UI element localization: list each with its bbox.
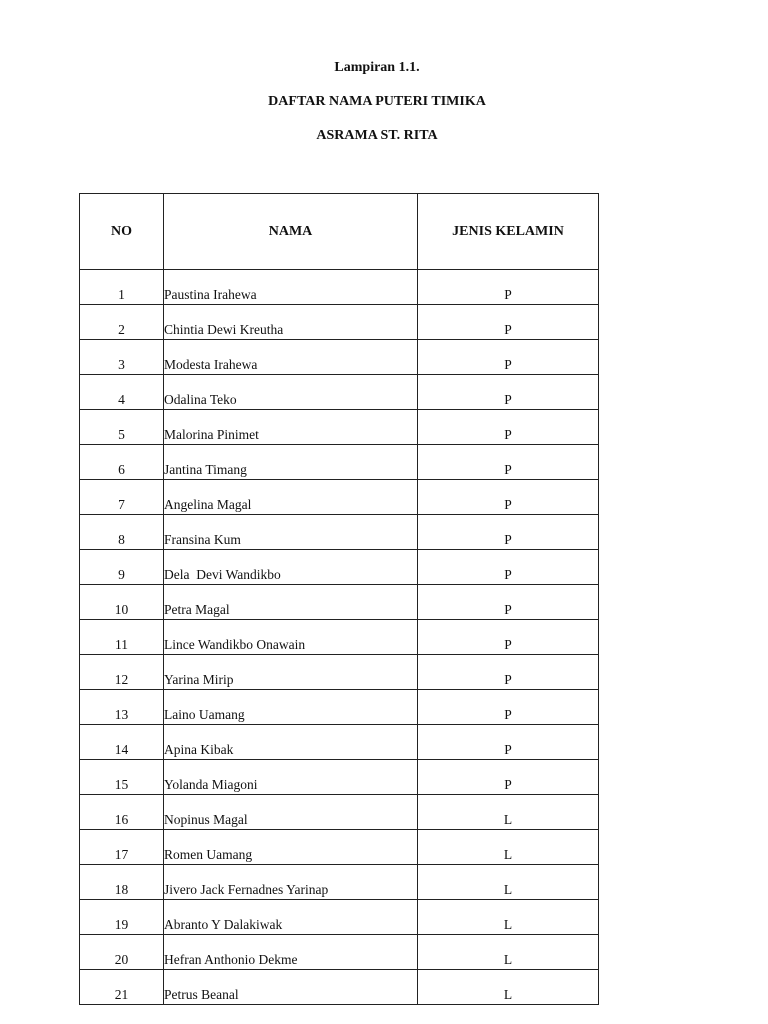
- row-number: 6: [80, 445, 164, 480]
- row-number: 11: [80, 620, 164, 655]
- row-number: 8: [80, 515, 164, 550]
- row-number: 14: [80, 725, 164, 760]
- row-gender: P: [418, 445, 599, 480]
- row-number: 4: [80, 375, 164, 410]
- row-gender: P: [418, 270, 599, 305]
- row-name: Jantina Timang: [164, 445, 418, 480]
- row-name: Petrus Beanal: [164, 970, 418, 1005]
- table-row: [80, 970, 599, 1005]
- table-row: [80, 550, 599, 585]
- row-number: 12: [80, 655, 164, 690]
- row-number: 19: [80, 900, 164, 935]
- row-number: 3: [80, 340, 164, 375]
- document-subtitle: ASRAMA ST. RITA: [316, 128, 438, 143]
- row-name: Nopinus Magal: [164, 795, 418, 830]
- row-number: 7: [80, 480, 164, 515]
- row-gender: L: [418, 795, 599, 830]
- row-name: Romen Uamang: [164, 830, 418, 865]
- row-name: Laino Uamang: [164, 690, 418, 725]
- table-row: [80, 270, 599, 305]
- table-row: [80, 725, 599, 760]
- row-name: Yolanda Miagoni: [164, 760, 418, 795]
- row-gender: P: [418, 340, 599, 375]
- table-body: [80, 270, 599, 1005]
- row-number: 1: [80, 270, 164, 305]
- row-name: Paustina Irahewa: [164, 270, 418, 305]
- row-number: 20: [80, 935, 164, 970]
- row-name: Lince Wandikbo Onawain: [164, 620, 418, 655]
- table-row: [80, 515, 599, 550]
- row-gender: P: [418, 550, 599, 585]
- row-name: Dela Devi Wandikbo: [164, 550, 418, 585]
- table-row: [80, 760, 599, 795]
- document-title: DAFTAR NAMA PUTERI TIMIKA: [268, 94, 486, 109]
- row-name: Fransina Kum: [164, 515, 418, 550]
- row-gender: L: [418, 970, 599, 1005]
- row-name: Malorina Pinimet: [164, 410, 418, 445]
- row-name: Chintia Dewi Kreutha: [164, 305, 418, 340]
- row-gender: P: [418, 585, 599, 620]
- row-gender: L: [418, 900, 599, 935]
- row-name: Abranto Y Dalakiwak: [164, 900, 418, 935]
- row-number: 13: [80, 690, 164, 725]
- table-row: [80, 795, 599, 830]
- row-name: Hefran Anthonio Dekme: [164, 935, 418, 970]
- table-row: [80, 655, 599, 690]
- row-number: 21: [80, 970, 164, 1005]
- table-row: [80, 305, 599, 340]
- table-row: [80, 480, 599, 515]
- table-row: [80, 620, 599, 655]
- row-gender: P: [418, 305, 599, 340]
- row-gender: L: [418, 830, 599, 865]
- table-row: [80, 445, 599, 480]
- row-gender: P: [418, 690, 599, 725]
- header-no: NO: [80, 194, 164, 270]
- table-row: [80, 830, 599, 865]
- row-name: Odalina Teko: [164, 375, 418, 410]
- row-number: 15: [80, 760, 164, 795]
- row-number: 10: [80, 585, 164, 620]
- row-number: 16: [80, 795, 164, 830]
- row-gender: P: [418, 620, 599, 655]
- row-gender: P: [418, 480, 599, 515]
- row-name: Angelina Magal: [164, 480, 418, 515]
- row-gender: P: [418, 515, 599, 550]
- row-gender: L: [418, 935, 599, 970]
- row-number: 2: [80, 305, 164, 340]
- table-row: [80, 935, 599, 970]
- table-row: [80, 410, 599, 445]
- table-row: [80, 375, 599, 410]
- row-number: 18: [80, 865, 164, 900]
- row-name: Yarina Mirip: [164, 655, 418, 690]
- student-roster-table: [79, 193, 599, 1005]
- row-gender: P: [418, 410, 599, 445]
- row-gender: P: [418, 375, 599, 410]
- row-number: 9: [80, 550, 164, 585]
- row-gender: P: [418, 725, 599, 760]
- table-header-row: [80, 194, 599, 270]
- row-gender: P: [418, 655, 599, 690]
- row-gender: L: [418, 865, 599, 900]
- table-row: [80, 585, 599, 620]
- row-gender: P: [418, 760, 599, 795]
- appendix-label: Lampiran 1.1.: [334, 60, 420, 75]
- header-nama: NAMA: [164, 194, 418, 270]
- row-name: Modesta Irahewa: [164, 340, 418, 375]
- row-name: Jivero Jack Fernadnes Yarinap: [164, 865, 418, 900]
- table-row: [80, 865, 599, 900]
- row-number: 17: [80, 830, 164, 865]
- header-jenis-kelamin: JENIS KELAMIN: [418, 194, 599, 270]
- row-name: Apina Kibak: [164, 725, 418, 760]
- table-row: [80, 690, 599, 725]
- table-row: [80, 900, 599, 935]
- table-row: [80, 340, 599, 375]
- row-name: Petra Magal: [164, 585, 418, 620]
- row-number: 5: [80, 410, 164, 445]
